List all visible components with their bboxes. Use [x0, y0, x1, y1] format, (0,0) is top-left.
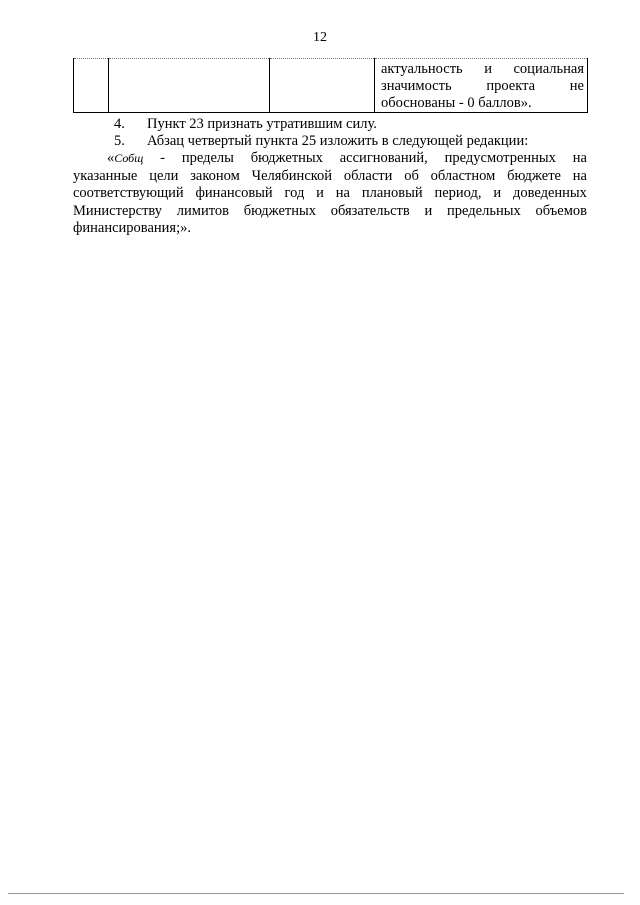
table-cell-criterion [109, 59, 270, 113]
quote-paragraph [73, 150, 587, 238]
table-cell-indicator [270, 59, 375, 113]
symbol-s-obsh: Собщ [114, 151, 144, 165]
cell-text [375, 59, 587, 112]
bottom-divider [8, 893, 624, 894]
table-row [74, 59, 588, 113]
list-item [114, 116, 377, 133]
table-cell-description [375, 59, 588, 113]
cell-line-1: актуальность и социальная [381, 61, 584, 77]
paragraph-line: указанные цели законом Челябинской области об областном бюджете на [73, 167, 587, 184]
list-item-number: 5. [114, 133, 125, 149]
cell-line-2: значимость проекта не [381, 78, 584, 94]
list-item-number: 4. [114, 116, 125, 132]
continuation-table [73, 58, 588, 113]
paragraph-line: «Собщ - пределы бюджетных ассигнований, предусмотренных на [107, 150, 587, 166]
paragraph-line: соответствующий финансовый год и на плановый период, и доведенных [73, 185, 587, 201]
list-item [114, 133, 528, 150]
list-item-text: Пункт 23 признать утратившим силу. [147, 116, 377, 132]
page-number: 12 [313, 30, 327, 45]
paragraph-line: Министерству лимитов бюджетных обязательств и предельных объемов [73, 202, 587, 219]
paragraph-line: финансирования;». [73, 220, 191, 236]
table-cell-number [74, 59, 109, 113]
list-item-text: Абзац четвертый пункта 25 изложить в следующей редакции: [147, 133, 529, 149]
cell-line-3: обоснованы - 0 баллов». [381, 95, 532, 111]
